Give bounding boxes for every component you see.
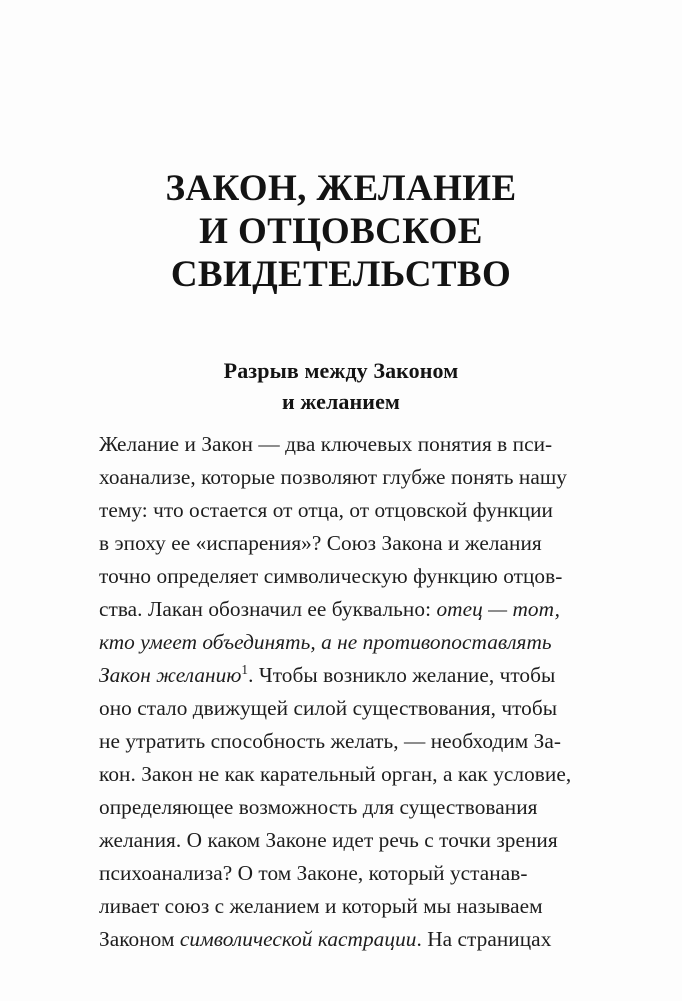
chapter-title-line-1: ЗАКОН, ЖЕЛАНИЕ <box>165 167 517 209</box>
body-line-text: ства. Лакан обозначил ее буквально: <box>99 597 437 621</box>
body-line-italic: отец — тот, <box>436 597 560 621</box>
body-line: хоанализе, которые позволяют глубже понять нашу <box>99 465 567 489</box>
body-line <box>99 923 584 956</box>
chapter-title <box>0 167 682 296</box>
body-line: в эпоху ее «испарения»? Союз Закона и желания <box>99 531 542 555</box>
body-line <box>99 593 584 626</box>
body-line: не утратить способность желать, — необходим За- <box>99 729 562 753</box>
body-line: тему: что остается от отца, от отцовской функции <box>99 498 553 522</box>
section-subtitle-line-1: Разрыв между Законом <box>223 358 459 384</box>
body-line: Желание и Закон — два ключевых понятия в пси- <box>99 432 553 456</box>
body-line: кто умеет объединять, а не противопоставлять <box>99 630 552 654</box>
body-line: психоанализа? О том Законе, который устанав- <box>99 861 528 885</box>
chapter-title-line-2: И ОТЦОВСКОЕ <box>199 210 483 252</box>
body-line-text: . На страницах <box>416 927 552 951</box>
body-line: кон. Закон не как карательный орган, а как условие, <box>99 762 572 786</box>
body-paragraph <box>99 428 584 956</box>
body-line: определяющее возможность для существования <box>99 795 538 819</box>
body-line-text: Законом <box>99 927 180 951</box>
section-subtitle-line-2: и желанием <box>281 389 401 415</box>
body-line: точно определяет символическую функцию отцов- <box>99 564 563 588</box>
footnote-marker: 1 <box>241 661 249 677</box>
body-line: желания. О каком Законе идет речь с точки зрения <box>99 828 558 852</box>
body-line-text: . Чтобы возникло желание, чтобы <box>248 663 556 687</box>
body-line: оно стало движущей силой существования, чтобы <box>99 696 558 720</box>
body-line <box>99 659 584 692</box>
section-subtitle <box>0 355 682 417</box>
body-line-italic: символической кастрации <box>179 927 417 951</box>
chapter-title-line-3: СВИДЕТЕЛЬСТВО <box>170 253 512 295</box>
body-line-italic: Закон желанию <box>99 663 242 687</box>
body-line: ливает союз с желанием и который мы называем <box>99 894 543 918</box>
